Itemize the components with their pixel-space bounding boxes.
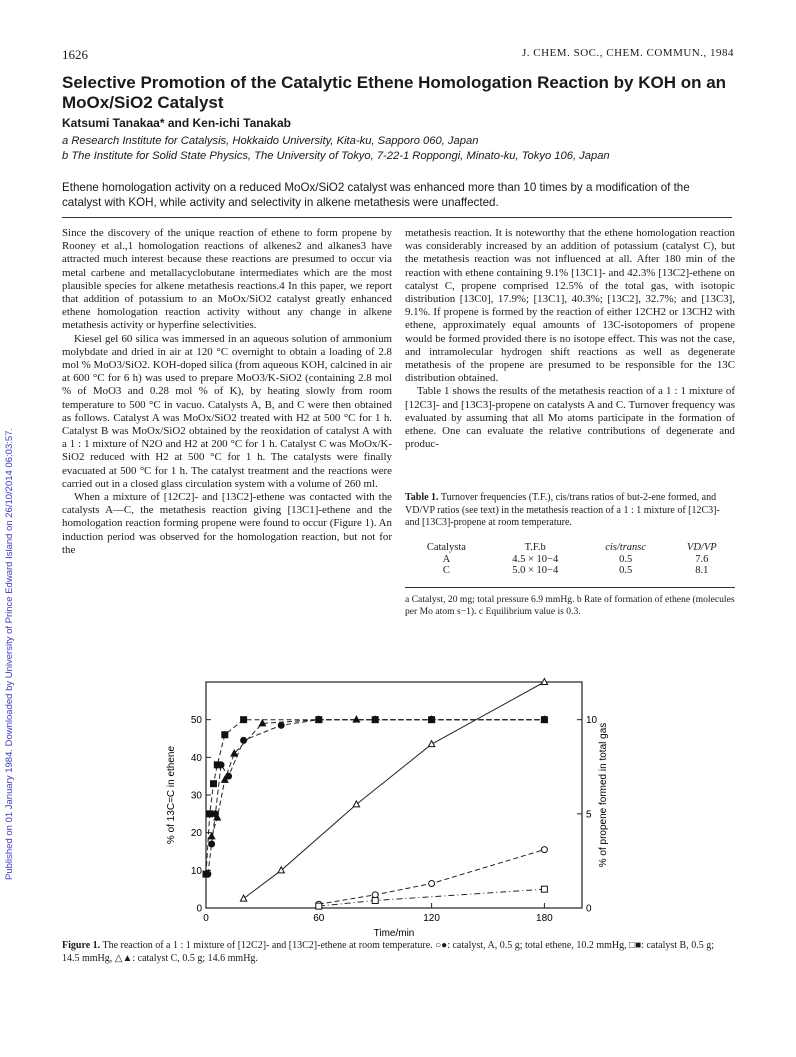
paper-title: Selective Promotion of the Catalytic Ethene Homologation Reaction by KOH on an MoOx/SiO2 Catalyst (62, 73, 727, 112)
series-line-open-circle (319, 850, 545, 905)
data-point-open-circle (541, 847, 547, 853)
table-header-cell: cis/transc (605, 542, 647, 553)
data-point-open-square (372, 897, 378, 903)
data-point-filled-circle (278, 722, 284, 728)
download-notice: Published on 01 January 1984. Downloaded by University of Prince Edward Island on 26/10/2014 06:03:57. (4, 427, 15, 880)
y-tick-label: 50 (190, 715, 202, 727)
table-header-cell: VD/VP (686, 542, 717, 553)
table-row (405, 554, 735, 565)
y-tick-label: 0 (196, 903, 202, 915)
x-tick-label: 120 (423, 913, 440, 924)
results-table (405, 541, 735, 576)
data-point-filled-circle (241, 737, 247, 743)
figure-1-chart (150, 676, 650, 938)
table-footnote: a Catalyst, 20 mg; total pressure 6.9 mmHg. b Rate of formation of ethene (molecules per Mo atom s−1). c Equilibrium value is 0.3. (405, 594, 735, 617)
paragraph: Since the discovery of the unique reaction of ethene to form propene by Rooney et al.,1 homologation reactions of alkenes2 and alkanes3 have attracted much interest because these reactions are presumed to occur via metal carbene and metallacyclobutane intermediates which are the most plausible species for alkene metathesis reactions.4 In this paper, we report that addition of potassium to an MoOx/SiO2 catalyst greatly enhanced ethene homologation reaction activity without any change in alkene metathesis activity or hyperfine selectivities. (62, 227, 392, 332)
paragraph: Table 1 shows the results of the metathesis reaction of a 1 : 1 mixture of [12C3]- and [13C3]-propene on catalysts A and C. Turnover frequency was evaluated by assuming that all Mo atoms participate in the formation of ethene. One can evaluate the relative contributions of degenerate and produc- (405, 385, 735, 451)
table-cell: 0.5 (619, 565, 633, 576)
affiliation-a: a Research Institute for Catalysis, Hokkaido University, Kita-ku, Sapporo 060, Japan (62, 135, 479, 147)
data-point-filled-square (207, 811, 213, 817)
data-point-open-circle (429, 881, 435, 887)
figure-caption (62, 940, 732, 965)
data-point-filled-triangle (208, 833, 214, 839)
x-axis-label: Time/min (373, 928, 415, 938)
y2-axis-label: % of propene formed in total gas (598, 722, 609, 868)
table-rule (405, 587, 735, 588)
series-line-filled-triangle (212, 720, 545, 837)
y-tick-label: 10 (190, 865, 202, 877)
table-cell: 7.6 (695, 554, 709, 565)
figure-caption-text: The reaction of a 1 : 1 mixture of [12C2]- and [13C2]-ethene at room temperature. ○●: catalyst, A, 0.5 g; total ethene, 10.2 mmHg, □■: catalyst B, 0.5 g; 14.5 mmHg, △▲: catalyst C, 0.5 g; 14.6 mmHg. (62, 940, 714, 964)
table-header-cell: Catalysta (426, 542, 466, 553)
series-line-open-triangle (244, 682, 545, 899)
table-cell: A (442, 554, 451, 565)
data-point-filled-square (214, 762, 220, 768)
data-point-open-square (316, 903, 322, 909)
abstract-rule (62, 217, 732, 218)
data-point-open-triangle (353, 801, 359, 807)
y-tick-label: 30 (190, 790, 202, 802)
table-caption (405, 492, 735, 530)
y2-tick-label: 5 (586, 809, 592, 821)
table-caption-label: Table 1. (405, 492, 439, 503)
data-point-open-triangle (428, 741, 434, 747)
x-tick-label: 60 (313, 913, 325, 924)
figure-caption-label: Figure 1. (62, 940, 101, 951)
table-cell: 0.5 (619, 554, 633, 565)
authors: Katsumi Tanakaa* and Ken-ichi Tanakab (62, 116, 291, 130)
data-point-filled-square (203, 871, 209, 877)
data-point-filled-square (211, 781, 217, 787)
y-tick-label: 40 (190, 752, 202, 764)
table-header-cell: T.F.b (524, 542, 546, 553)
y2-tick-label: 10 (586, 715, 598, 727)
data-point-open-triangle (240, 895, 246, 901)
abstract: Ethene homologation activity on a reduced MoOx/SiO2 catalyst was enhanced more than 10 times by a modification of the catalyst with KOH, while activity and selectivity in alkene metathesis were unaffected. (62, 181, 690, 209)
x-tick-label: 180 (536, 913, 553, 924)
data-point-filled-square (222, 732, 228, 738)
plot-frame (206, 682, 582, 908)
y-tick-label: 20 (190, 828, 202, 840)
affiliation-b: b The Institute for Solid State Physics, The University of Tokyo, 7-22-1 Roppongi, Minato-ku, Tokyo 106, Japan (62, 150, 610, 162)
data-point-filled-square (241, 717, 247, 723)
table-caption-text: Turnover frequencies (T.F.), cis/trans ratios of but-2-ene formed, and VD/VP ratios (see text) in the metathesis reaction of a 1 : 1 mixture of [12C3]- and [13C3]-propene at room temperature. (405, 492, 720, 528)
left-column (62, 227, 392, 557)
table-cell: 8.1 (695, 565, 709, 576)
y2-tick-label: 0 (586, 903, 592, 915)
table-row (405, 565, 735, 576)
table-cell: 4.5 × 10−4 (512, 554, 559, 565)
y-axis-label: % of 13C=C in ethene (166, 745, 177, 845)
table-cell: 5.0 × 10−4 (512, 565, 559, 576)
data-point-open-square (541, 886, 547, 892)
series-line-filled-square (206, 720, 544, 874)
paragraph: Kiesel gel 60 silica was immersed in an aqueous solution of ammonium molybdate and dried in air at 120 °C overnight to obtain a loading of 2.8 mol % MoO3/SiO2. KOH-doped silica (from aqueous KOH, calcined in air at 600 °C for 6 h) was used to prepare MoO3/K-SiO2 (containing 2.8 mol % of MoO3 and 0.28 mol % of K), by heating slowly from room temperature to 500 °C in vacuo. Catalysts A, B, and C were then obtained as follows. Catalyst A was MoOx/SiO2 treated with H2 at 500 °C for 1 h. Catalyst B was MoOx/SiO2 obtained by the reoxidation of catalyst A with a 1 : 1 mixture of N2O and H2 at 200 °C for 1 h. Catalyst C was MoOx/K-SiO2 reduced with H2 at 500 °C for 1 h. The catalysts were finally evacuated at 500 °C for 1 h. The catalyst treatment and the reactions were carried out in a closed glass circulation system with a volume of 260 ml. (62, 332, 392, 490)
series-line-filled-circle (208, 720, 545, 874)
table-cell: C (442, 565, 450, 576)
paragraph: metathesis reaction. It is noteworthy that the ethene homologation reaction was considerably increased by an addition of potassium (catalyst C), but the metathesis reaction was not influenced at all. After 180 min of the reaction with ethene containing 9.1% [13C1]- and 42.3% [13C2]-ethene on catalyst C, propene comprised 12.5% of the total gas, with isotopic distribution [13C0], 17.9%; [13C1], 40.3%; [13C2], 32.7%; and [13C3], 9.1%. If propene is formed by the reaction of either 12CH2 or 13CH2 with ethene, approximately equal amounts of 13C-isotopomers of propene would be formed provided there is no isotope effect. This was not the case, and intramolecular hydrogen shift reactions as well as degenerate metathesis of the propene are presumed to be responsible for the 13C distribution obtained. (405, 227, 735, 385)
x-tick-label: 0 (203, 913, 209, 924)
data-point-open-circle (372, 892, 378, 898)
journal-name: J. CHEM. SOC., CHEM. COMMUN., 1984 (522, 47, 734, 59)
right-column (405, 227, 735, 451)
data-point-filled-triangle (353, 716, 359, 722)
table-header-row (405, 541, 735, 554)
page-number: 1626 (62, 47, 88, 62)
paragraph: When a mixture of [12C2]- and [13C2]-ethene was contacted with the catalysts A—C, the metathesis reaction giving [13C1]-ethene and the homologation reaction forming propene were found to occur (Figure 1). An induction period was observed for the homologation reaction, but not for the (62, 491, 392, 556)
data-point-filled-circle (209, 841, 215, 847)
